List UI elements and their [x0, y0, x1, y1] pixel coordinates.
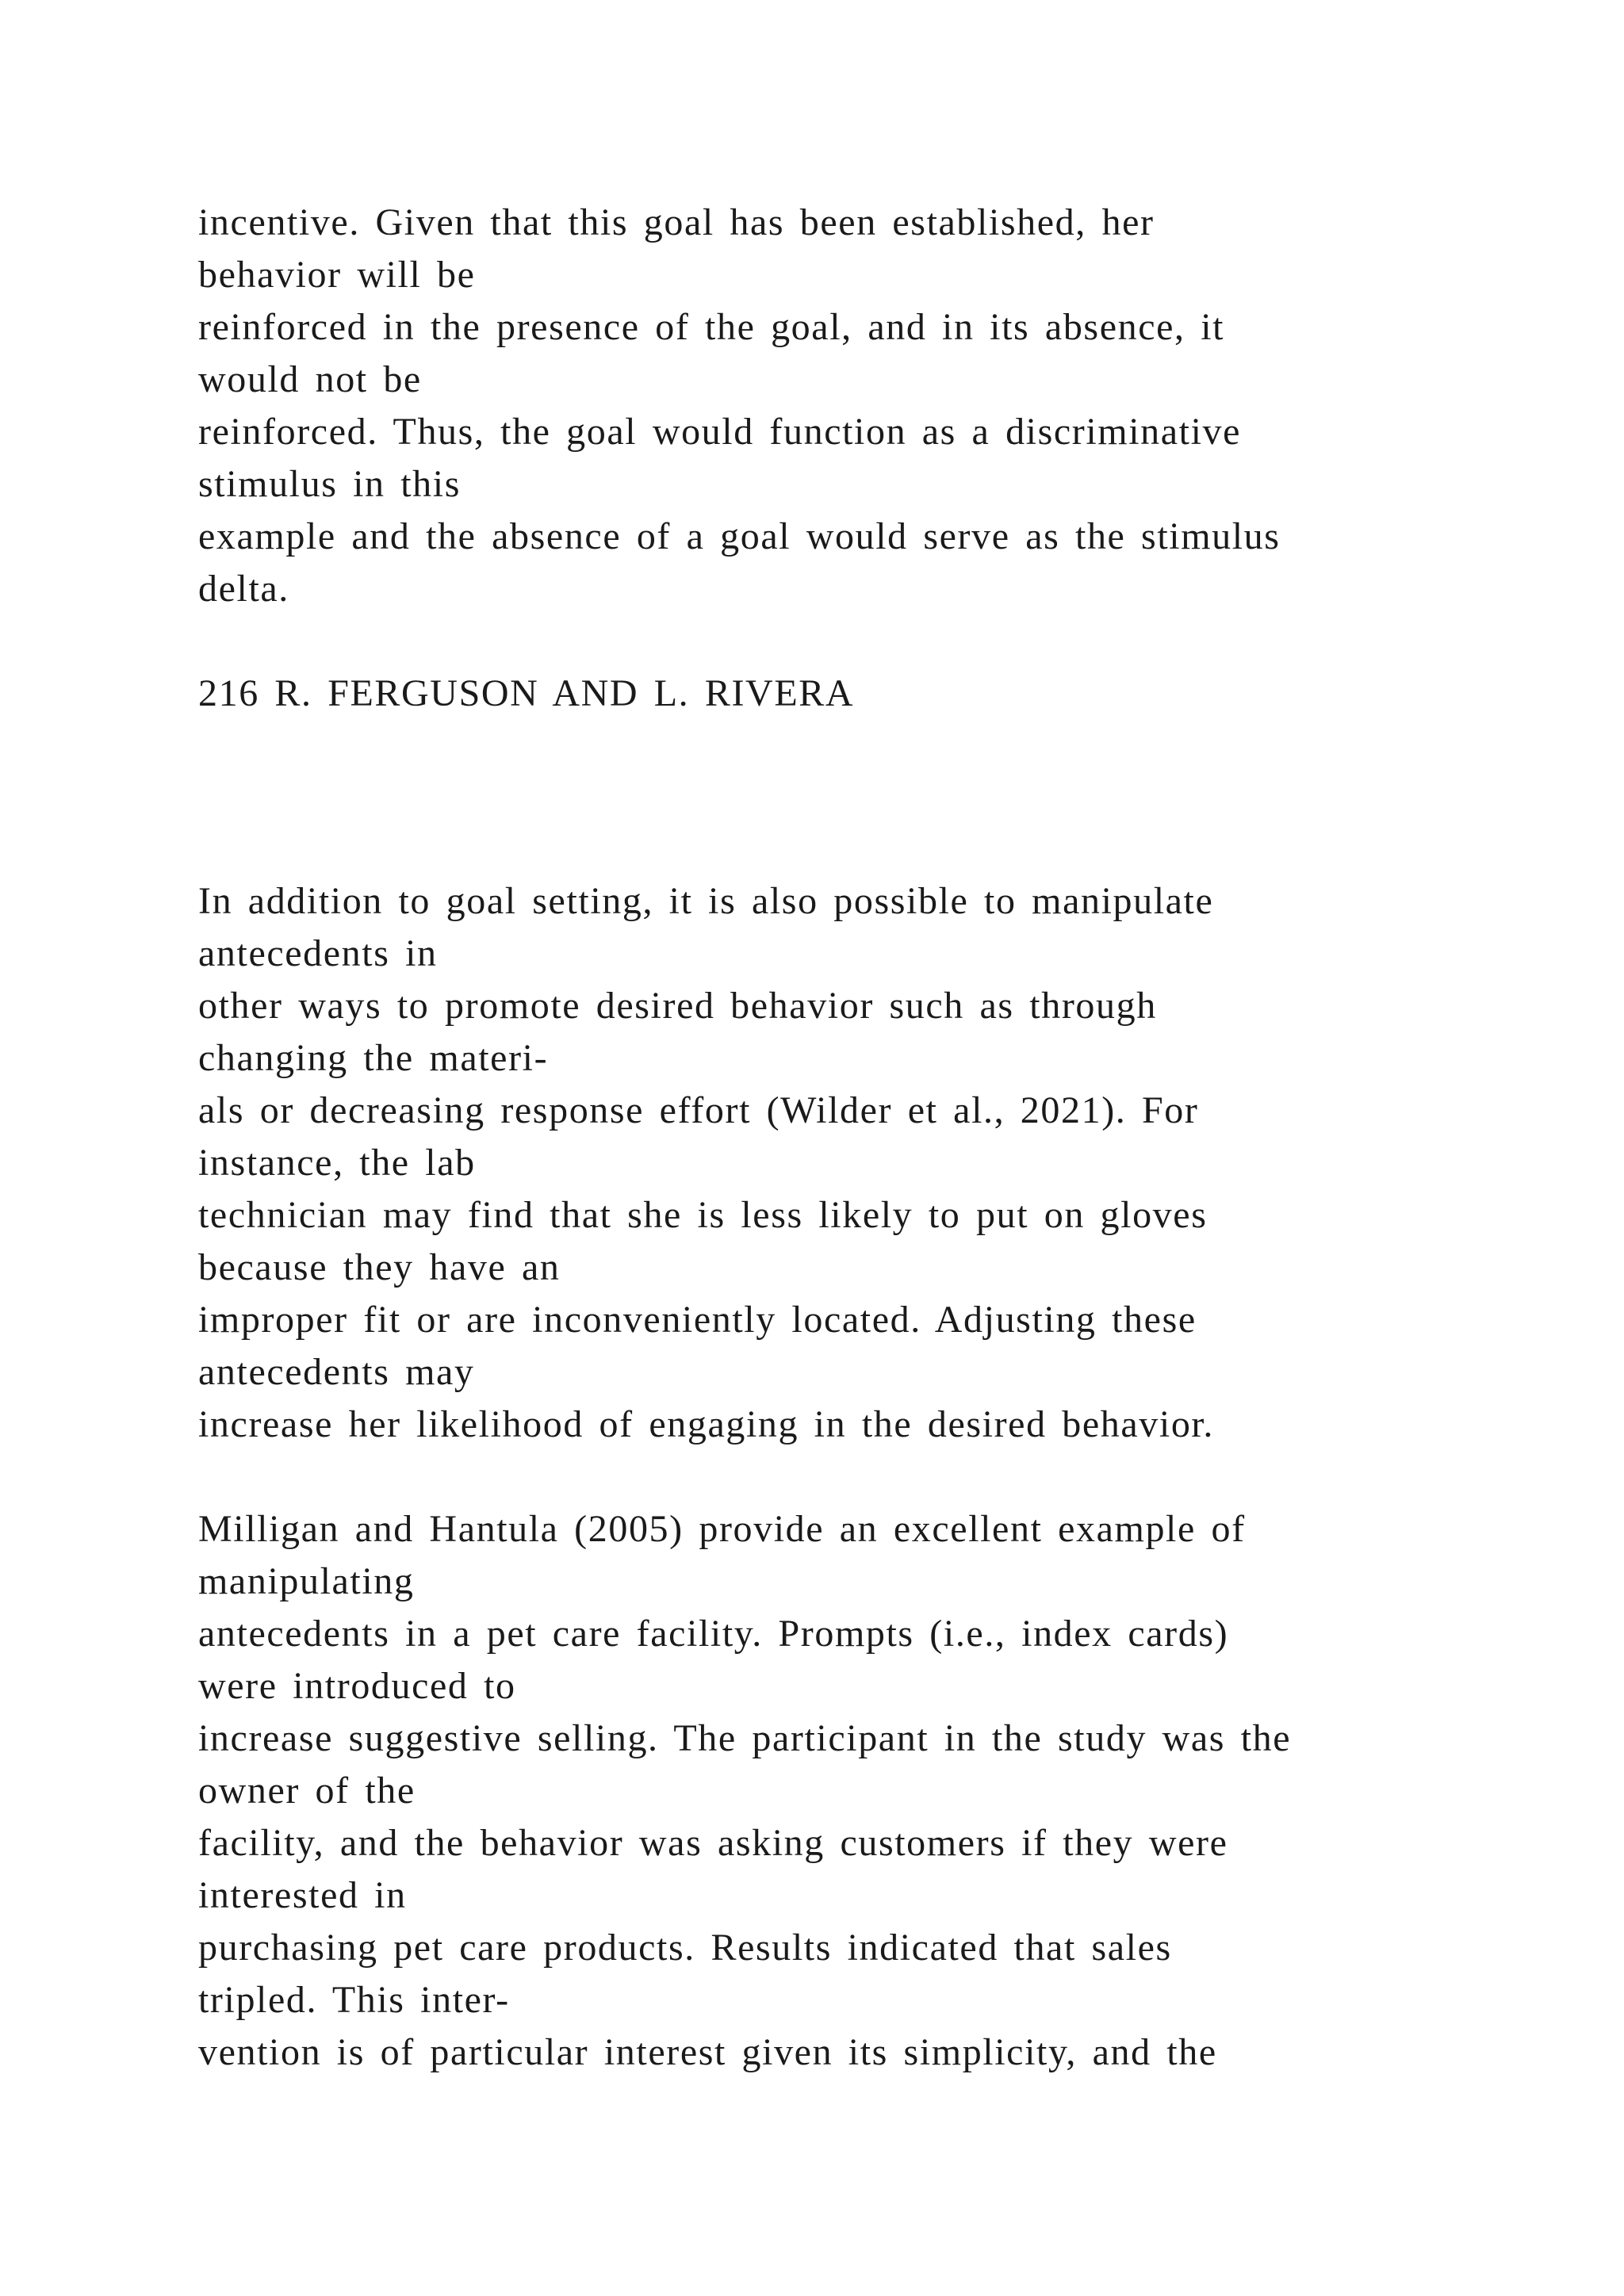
- text-line: antecedents in: [198, 932, 438, 974]
- text-line: reinforced in the presence of the goal, and in its absence, it: [198, 306, 1225, 348]
- text-line: antecedents in a pet care facility. Prompts (i.e., index cards): [198, 1613, 1229, 1655]
- text-line: Milligan and Hantula (2005) provide an excellent example of: [198, 1508, 1246, 1550]
- text-line: increase suggestive selling. The participant in the study was the: [198, 1717, 1292, 1759]
- text-line: vention is of particular interest given its simplicity, and the: [198, 2031, 1217, 2073]
- text-line: other ways to promote desired behavior such as through: [198, 985, 1157, 1027]
- text-line: In addition to goal setting, it is also possible to manipulate: [198, 880, 1214, 922]
- running-header: 216 R. FERGUSON AND L. RIVERA: [198, 672, 855, 714]
- text-line: instance, the lab: [198, 1142, 476, 1184]
- text-line: behavior will be: [198, 254, 476, 296]
- text-line: reinforced. Thus, the goal would function as a discriminative: [198, 411, 1242, 453]
- text-line: incentive. Given that this goal has been established, her: [198, 201, 1155, 243]
- text-line: increase her likelihood of engaging in the desired behavior.: [198, 1403, 1214, 1445]
- text-line: because they have an: [198, 1246, 561, 1288]
- text-line: stimulus in this: [198, 463, 461, 505]
- text-line: als or decreasing response effort (Wilder et al., 2021). For: [198, 1089, 1199, 1131]
- text-line: interested in: [198, 1874, 407, 1916]
- text-line: antecedents may: [198, 1351, 475, 1393]
- text-line: manipulating: [198, 1560, 415, 1602]
- text-line: example and the absence of a goal would serve as the stimulus: [198, 515, 1281, 557]
- text-line: purchasing pet care products. Results indicated that sales: [198, 1927, 1172, 1969]
- text-line: changing the materi-: [198, 1037, 549, 1079]
- text-line: were introduced to: [198, 1665, 516, 1707]
- text-line: facility, and the behavior was asking customers if they were: [198, 1822, 1228, 1864]
- text-line: delta.: [198, 568, 289, 610]
- text-line: improper fit or are inconveniently located. Adjusting these: [198, 1299, 1197, 1341]
- text-line: technician may find that she is less likely to put on gloves: [198, 1194, 1208, 1236]
- text-line: owner of the: [198, 1770, 416, 1812]
- text-line: tripled. This inter-: [198, 1979, 510, 2021]
- text-line: would not be: [198, 358, 422, 400]
